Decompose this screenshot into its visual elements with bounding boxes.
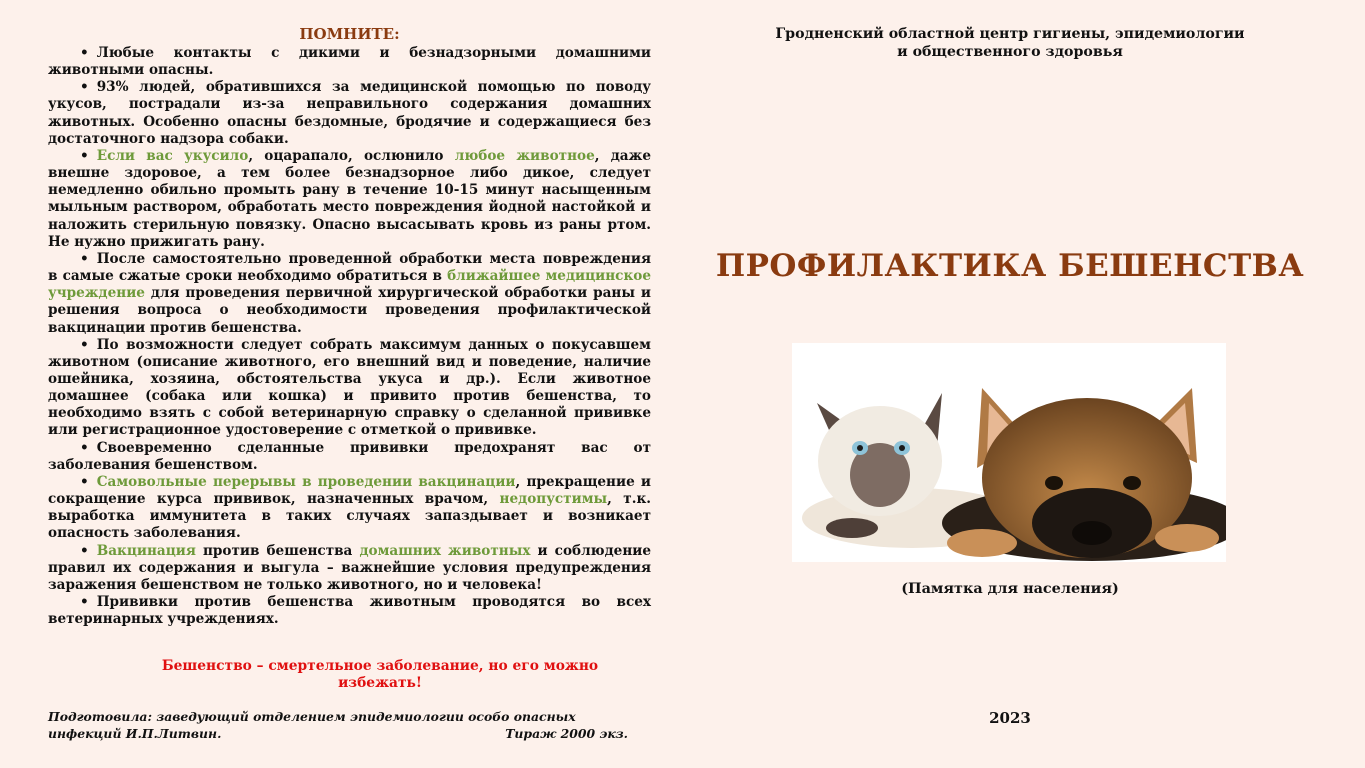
left-panel	[48, 25, 651, 628]
bullet-symbol: •	[80, 45, 89, 61]
bullet-5: • По возможности следует собрать максимум данных о покусавшем животном (описание животного, его внешний вид и поведение, наличие ошейника, хозяина, обстоятельства укуса и др.). Если животное домашнее (собака или кошка) и привито против бешенства, то необходимо взять с собой ветеринарную справку о сделанной прививке или регистрационное удостоверение с отметкой о прививке.	[48, 336, 651, 439]
bullet-symbol: •	[80, 439, 89, 456]
highlight-text: домашних животных	[359, 542, 531, 559]
bullet-symbol: •	[80, 542, 89, 559]
bullet-2: • 93% людей, обратившихся за медицинской помощью по поводу укусов, пострадали из-за неправильного содержания домашних животных. Особенно опасны бездомные, бродячие и содержащиеся без достаточного надзора собаки.	[48, 79, 651, 147]
brochure-subtitle: (Памятка для населения)	[901, 580, 1119, 597]
author-name: инфекций И.П.Литвин.	[48, 726, 222, 741]
prepared-by-footer	[48, 708, 628, 742]
bullet-7: • Самовольные перерывы в проведении вакцинации, прекращение и сокращение курса прививок, назначенных врачом, недопустимы, т.к. выработка иммунитета в таких случаях запаздывает и возникает опасность заболевания.	[48, 473, 652, 542]
highlight-text: любое животное	[454, 147, 595, 164]
rabies-warning: Бешенство – смертельное заболевание, но его можно избежать!	[161, 658, 599, 691]
highlight-text: недопустимы	[499, 491, 608, 508]
cat-and-puppy-photo	[792, 343, 1226, 562]
publication-year: 2023	[989, 709, 1031, 727]
highlight-text: Самовольные перерывы в проведении вакцинации	[96, 473, 516, 490]
highlight-text: ближайшее медицинское учреждение	[48, 268, 651, 302]
bullet-1: • Любые контакты с дикими и безнадзорными домашними животными опасны.	[48, 45, 651, 79]
bullet-symbol: •	[80, 594, 89, 610]
bullet-symbol: •	[80, 336, 89, 353]
bullet-6: • Своевременно сделанные прививки предохранят вас от заболевания бешенством.	[48, 439, 651, 473]
bullet-8: • Вакцинация против бешенства домашних животных и соблюдение правил их содержания и выгула – важнейшие условия предупреждения заражения бешенством не только животного, но и человека!	[48, 542, 652, 593]
organization-name: Гродненский областной центр гигиены, эпидемиологии и общественного здоровья	[775, 26, 1245, 60]
bullet-symbol: •	[80, 147, 89, 164]
cat-and-puppy-illustration	[792, 343, 1226, 562]
bullet-9: • Прививки против бешенства животным проводятся во всех ветеринарных учреждениях.	[48, 594, 651, 628]
bullet-symbol: •	[80, 473, 89, 490]
highlight-text: Если вас укусило	[96, 147, 249, 164]
bullet-3: • Если вас укусило, оцарапало, ослюнило любое животное, даже внешне здоровое, а тем более безнадзорное либо дикое, следует немедленно обильно промыть рану в течение 10-15 минут насыщенным мыльным раствором, обработать место повреждения йодной настойкой и наложить стерильную повязку. Опасно высасывать кровь из раны ртом. Не нужно прижигать рану.	[48, 147, 651, 250]
page-title: ПРОФИЛАКТИКА БЕШЕНСТВА	[715, 248, 1305, 284]
print-run: Тираж 2000 экз.	[505, 726, 628, 741]
remember-heading: ПОМНИТЕ:	[299, 25, 400, 43]
author-line: Подготовила: заведующий отделением эпидемиологии особо опасных	[48, 709, 576, 724]
highlight-text: Вакцинация	[96, 542, 196, 559]
bullet-symbol: •	[80, 79, 89, 96]
bullet-4: • После самостоятельно проведенной обработки места повреждения в самые сжатые сроки необходимо обратиться в ближайшее медицинское учреждение для проведения первичной хирургической обработки раны и решения вопроса о необходимости проведения профилактической вакцинации против бешенства.	[48, 250, 651, 336]
bullet-symbol: •	[80, 250, 89, 267]
